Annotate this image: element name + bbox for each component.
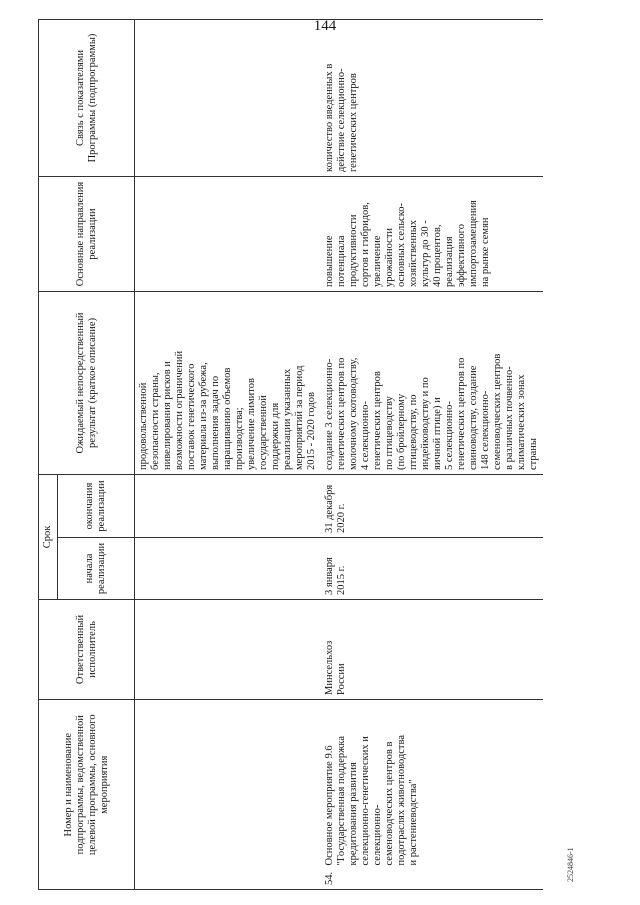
page-number: 144 [313,18,337,34]
rotated-page [10,20,630,890]
row-link: количество введенных в действие селекционно- генетических центров [321,19,543,176]
header-number [39,870,135,890]
continuation-result: продовольственной безопасности страны, нивелирования рисков и возможности ограничений поставок генетического материала из-за рубежа, выполнения задач по наращиванию объемов производства; увеличение лимитов государственной поддержки для реализации указанных мероприятий за период 2015 - 2020 годов [135,291,322,474]
row-start: 3 января 2015 г. [321,538,543,600]
row-number: 54. [321,870,543,890]
header-name: Номер и наименование подпрограммы, ведомственной целевой программы, основного мероприятия [39,700,135,870]
header-end: окончания реализации [58,474,135,537]
header-start: начала реализации [58,538,135,600]
header-directions: Основные направления реализации [39,176,135,291]
header-term: Срок [39,474,58,599]
header-result: Ожидаемый непосредственный результат (краткое описание) [39,291,135,474]
row-directions: повышение потенциала продуктивности сортов и гибридов, увеличение урожайности основных сельско- хозяйственных культур до 30 - 40 процентов, реализация эффективного импортозамещения на рынке семян [321,176,543,291]
table-row-continuation [135,19,322,889]
row-name: Основное мероприятие 9.6 "Государственная поддержка кредитования развития селекционно-генетических и селекционно- семеноводческих центров в подотраслях животноводства и растениеводства" [321,700,543,870]
row-result: создание 3 селекционно- генетических центров по молочному скотоводству, 4 селекционно- генетических центров по птицеводству (по бройлерному птицеводству, по индейководству и по яичной птице) и 5 селекционно- генетических центров по свиноводству, создание 148 селекционно- семеноводческих центров в различных почвенно- климатических зонах страны [321,291,543,474]
row-executor: Минсельхоз России [321,600,543,700]
header-link: Связь с показателями Программы (подпрограммы) [39,19,135,176]
table-row-54 [321,19,543,889]
header-executor: Ответственный исполнитель [39,600,135,700]
row-end: 31 декабря 2020 г. [321,474,543,537]
document-code: 2524846-1 [566,847,575,882]
measures-table [38,19,543,890]
